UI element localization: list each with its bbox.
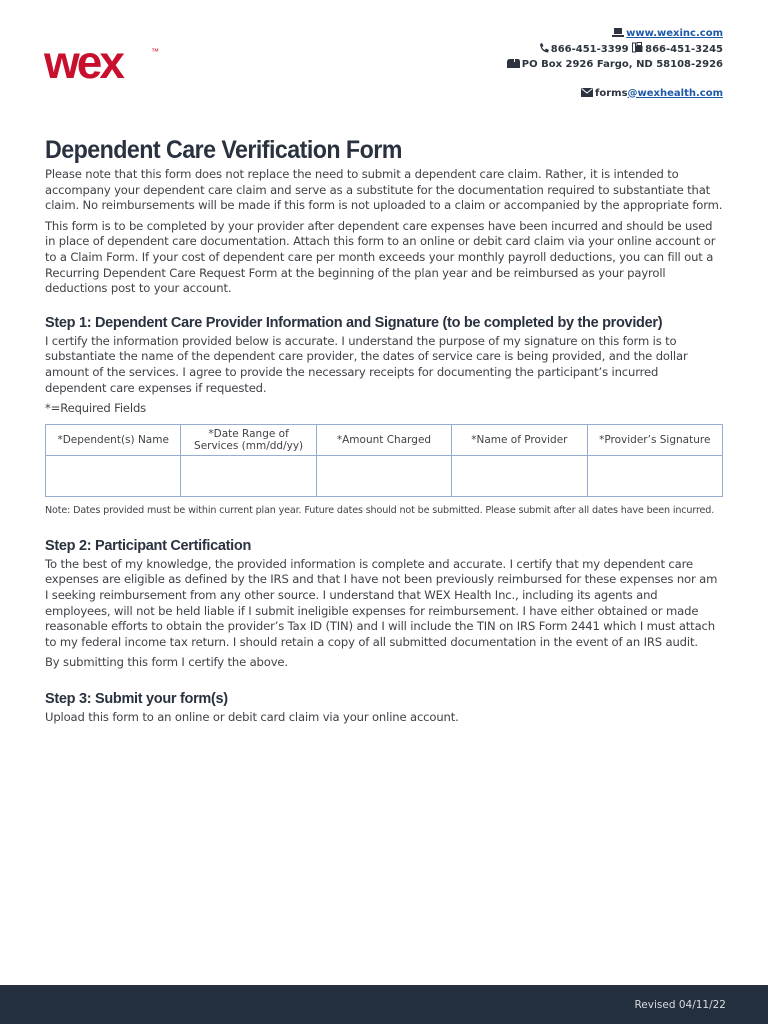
table-header-row xyxy=(46,424,723,455)
phone-fax-row xyxy=(507,42,723,58)
step3-body: Upload this form to an online or debit card claim via your online account. xyxy=(45,709,459,724)
step2-body: To the best of my knowledge, the provided information is complete and accurate. I certify that my dependent care expenses are eligible as defined by the IRS and that I have not been previously reimbursed for these expenses nor am I seeking reimbursement from any other source. I understand that WEX Health Inc., including its agents and employees, will not be held liable if I submit ineligible expenses for reimbursement. I have either obtained or made reasonable efforts to obtain the provider’s Tax ID (TIN) and I will include the TIN on IRS Form 2441 which I must attach to my federal income tax return. I should retain a copy of all submitted documentation in the event of an IRS audit. xyxy=(45,556,718,649)
amount-charged-field[interactable] xyxy=(316,455,451,496)
intro-paragraph-1: Please note that this form does not replace the need to submit a dependent care claim. Rather, it is intended to accompany your dependent care claim and serve as a substitute for the documentation required to substantiate that claim. No reimbursements will be made if this form is not uploaded to a claim or accompanied by the appropriate form. xyxy=(45,167,723,213)
header-amount-charged: *Amount Charged xyxy=(316,424,451,455)
dates-note: Note: Dates provided must be within current plan year. Future dates should not be submitted. Please submit after all dates have been incurred. xyxy=(45,504,715,516)
mailbox-icon xyxy=(507,58,520,68)
step1-body: I certify the information provided below is accurate. I understand the purpose of my signature on this form is to substantiate the name of the dependent care provider, the dates of service care is being provided, and the dollar amount of the services. I agree to provide the necessary receipts for documenting the participant’s incurred dependent care expenses if requested. xyxy=(45,333,688,395)
envelope-icon xyxy=(581,88,593,97)
intro-paragraph-2: This form is to be completed by your provider after dependent care expenses have been incurred and should be used in place of dependent care documentation. Attach this form to an online or debit card claim via your online account or to a Claim Form. If your cost of dependent care per month exceeds your monthly payroll deductions, you can fill out a Recurring Dependent Care Request Form at the beginning of the plan year and be reimbursed as your payroll deductions post to your account. xyxy=(45,218,716,296)
address-row xyxy=(507,57,723,73)
website-row xyxy=(507,26,723,42)
mailing-address: PO Box 2926 Fargo, ND 58108-2926 xyxy=(521,59,723,70)
table-row xyxy=(46,455,723,496)
date-range-field[interactable] xyxy=(181,455,316,496)
email-prefix: forms xyxy=(595,87,628,99)
fax-number: 866-451-3245 xyxy=(645,43,723,55)
email-link[interactable]: @wexhealth.com xyxy=(627,87,723,99)
form-content xyxy=(45,136,723,730)
dependent-name-field[interactable] xyxy=(46,455,181,496)
revised-date: Revised 04/11/22 xyxy=(634,999,726,1011)
laptop-icon xyxy=(612,27,624,37)
required-fields-note: *=Required Fields xyxy=(45,401,147,416)
header-provider-signature: *Provider’s Signature xyxy=(587,424,722,455)
certify-statement: By submitting this form I certify the above. xyxy=(45,655,288,670)
header-dependent-name: *Dependent(s) Name xyxy=(46,424,181,455)
header-date-range: *Date Range of Services (mm/dd/yy) xyxy=(181,424,316,455)
step2-heading: Step 2: Participant Certification xyxy=(45,537,252,554)
provider-signature-field[interactable] xyxy=(587,455,722,496)
footer-bar xyxy=(0,985,768,1024)
wex-logo-text: wex xyxy=(44,42,122,84)
step3-heading: Step 3: Submit your form(s) xyxy=(45,690,228,707)
wex-logo xyxy=(44,42,160,84)
trademark-symbol: ™ xyxy=(151,47,159,56)
email-row xyxy=(507,86,723,102)
fax-icon xyxy=(632,42,643,53)
provider-info-table xyxy=(45,424,723,497)
step1-heading: Step 1: Dependent Care Provider Information and Signature (to be completed by the provider) xyxy=(45,314,663,331)
header-provider-name: *Name of Provider xyxy=(452,424,587,455)
page-title: Dependent Care Verification Form xyxy=(45,136,402,164)
phone-icon xyxy=(539,43,549,53)
phone-number: 866-451-3399 xyxy=(550,43,629,55)
website-link[interactable]: www.wexinc.com xyxy=(626,28,723,39)
contact-block xyxy=(507,26,723,101)
provider-name-field[interactable] xyxy=(452,455,587,496)
